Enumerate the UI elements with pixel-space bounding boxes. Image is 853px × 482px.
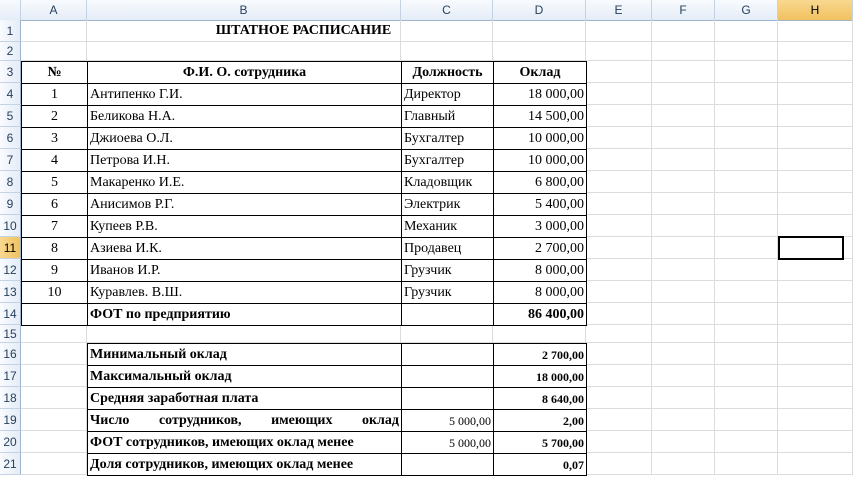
staff-position[interactable]: Электрик	[401, 193, 494, 216]
active-cell-h11[interactable]	[778, 236, 844, 260]
header-position[interactable]: Должность	[401, 61, 494, 84]
grid-cell[interactable]	[715, 343, 778, 365]
grid-cell[interactable]	[778, 365, 853, 387]
grid-cell[interactable]	[715, 453, 778, 475]
grid-cell[interactable]	[652, 431, 715, 453]
total-label[interactable]: ФОТ по предприятию	[87, 303, 402, 326]
row-header-5[interactable]: 5	[0, 105, 21, 127]
grid-cell[interactable]	[586, 193, 652, 215]
header-num[interactable]: №	[21, 61, 88, 84]
grid-cell[interactable]	[652, 149, 715, 171]
row-header-15[interactable]: 15	[0, 325, 21, 343]
stat-label[interactable]: Максимальный оклад	[87, 365, 402, 388]
total-position-cell[interactable]	[401, 303, 494, 326]
staff-salary[interactable]: 5 400,00	[493, 193, 587, 216]
grid-cell[interactable]	[652, 193, 715, 215]
grid-cell[interactable]	[715, 20, 778, 42]
stat-value[interactable]: 2 700,00	[493, 343, 587, 366]
row-header-20[interactable]: 20	[0, 431, 21, 453]
grid-cell[interactable]	[778, 281, 853, 303]
staff-num[interactable]: 10	[21, 281, 88, 304]
grid-cell[interactable]	[778, 193, 853, 215]
row-header-9[interactable]: 9	[0, 193, 21, 215]
row-header-19[interactable]: 19	[0, 409, 21, 431]
staff-name[interactable]: Куравлев. В.Ш.	[87, 281, 402, 304]
grid-cell[interactable]	[778, 431, 853, 453]
row-header-12[interactable]: 12	[0, 259, 21, 281]
row-header-6[interactable]: 6	[0, 127, 21, 149]
grid-cell[interactable]	[586, 453, 652, 475]
staff-position[interactable]: Директор	[401, 83, 494, 106]
grid-cell[interactable]	[715, 171, 778, 193]
stat-label[interactable]: Доля сотрудников, имеющих оклад менее	[87, 453, 402, 476]
grid-cell[interactable]	[21, 325, 87, 343]
grid-cell[interactable]	[778, 83, 853, 105]
grid-cell[interactable]	[87, 42, 401, 61]
grid-cell[interactable]	[586, 365, 652, 387]
staff-num[interactable]: 4	[21, 149, 88, 172]
grid-cell[interactable]	[778, 20, 853, 42]
stat-label[interactable]: Средняя заработная плата	[87, 387, 402, 410]
grid-cell[interactable]	[778, 42, 853, 61]
grid-cell[interactable]	[778, 149, 853, 171]
grid-cell[interactable]	[715, 193, 778, 215]
grid-cell[interactable]	[586, 431, 652, 453]
grid-cell[interactable]	[652, 83, 715, 105]
column-header-b[interactable]: B	[87, 0, 401, 20]
grid-cell[interactable]	[586, 325, 652, 343]
header-salary[interactable]: Оклад	[493, 61, 587, 84]
row-header-2[interactable]: 2	[0, 42, 21, 61]
grid-cell[interactable]	[715, 365, 778, 387]
row-header-4[interactable]: 4	[0, 83, 21, 105]
staff-position[interactable]: Главный	[401, 105, 494, 128]
grid-cell[interactable]	[715, 409, 778, 431]
column-header-c[interactable]: C	[401, 0, 493, 20]
grid-cell[interactable]	[21, 387, 87, 409]
staff-num[interactable]: 8	[21, 237, 88, 260]
staff-position[interactable]: Кладовщик	[401, 171, 494, 194]
row-header-14[interactable]: 14	[0, 303, 21, 325]
staff-num[interactable]: 5	[21, 171, 88, 194]
grid-cell[interactable]	[778, 409, 853, 431]
grid-cell[interactable]	[401, 42, 493, 61]
grid-cell[interactable]	[586, 20, 652, 42]
grid-cell[interactable]	[586, 105, 652, 127]
grid-cell[interactable]	[778, 105, 853, 127]
grid-cell[interactable]	[586, 237, 652, 259]
grid-cell[interactable]	[652, 171, 715, 193]
grid-cell[interactable]	[652, 215, 715, 237]
total-num-cell[interactable]	[21, 303, 88, 326]
staff-name[interactable]: Азиева И.К.	[87, 237, 402, 260]
staff-salary[interactable]: 14 500,00	[493, 105, 587, 128]
grid-cell[interactable]	[586, 215, 652, 237]
staff-position[interactable]: Продавец	[401, 237, 494, 260]
stat-label[interactable]: ФОТ сотрудников, имеющих оклад менее	[87, 431, 402, 454]
stat-label[interactable]	[87, 409, 402, 432]
stat-value[interactable]: 8 640,00	[493, 387, 587, 410]
grid-cell[interactable]	[715, 127, 778, 149]
stat-label-word: имеющих	[271, 413, 333, 428]
staff-salary[interactable]: 10 000,00	[493, 149, 587, 172]
staff-salary[interactable]: 6 800,00	[493, 171, 587, 194]
grid-cell[interactable]	[652, 303, 715, 325]
grid-cell[interactable]	[586, 343, 652, 365]
row-header-11[interactable]: 11	[0, 237, 21, 259]
grid-cell[interactable]	[652, 343, 715, 365]
grid-cell[interactable]	[652, 20, 715, 42]
grid-cell[interactable]	[778, 325, 853, 343]
grid-cell[interactable]	[586, 42, 652, 61]
grid-cell[interactable]	[652, 387, 715, 409]
row-header-13[interactable]: 13	[0, 281, 21, 303]
grid-cell[interactable]	[715, 215, 778, 237]
grid-cell[interactable]	[715, 237, 778, 259]
grid-cell[interactable]	[652, 365, 715, 387]
grid-cell[interactable]	[715, 42, 778, 61]
grid-cell[interactable]	[652, 61, 715, 83]
stat-label-word: оклад	[361, 413, 399, 428]
staff-name[interactable]: Антипенко Г.И.	[87, 83, 402, 106]
grid-cell[interactable]	[652, 237, 715, 259]
grid-cell[interactable]	[778, 215, 853, 237]
grid-cell[interactable]	[21, 409, 87, 431]
grid-cell[interactable]	[652, 325, 715, 343]
staff-name[interactable]: Анисимов Р.Г.	[87, 193, 402, 216]
stat-threshold[interactable]	[401, 453, 494, 476]
grid-cell[interactable]	[401, 325, 493, 343]
sheet-title: ШТАТНОЕ РАСПИСАНИЕ	[215, 23, 392, 38]
staff-salary[interactable]: 18 000,00	[493, 83, 587, 106]
column-header-g[interactable]: G	[715, 0, 778, 20]
staff-num[interactable]: 2	[21, 105, 88, 128]
staff-num[interactable]: 9	[21, 259, 88, 282]
grid-cell[interactable]	[21, 42, 87, 61]
grid-cell[interactable]	[652, 409, 715, 431]
grid-cell[interactable]	[715, 325, 778, 343]
grid-cell[interactable]	[652, 259, 715, 281]
staff-name[interactable]: Беликова Н.А.	[87, 105, 402, 128]
staff-name[interactable]: Джиоева О.Л.	[87, 127, 402, 150]
staff-salary[interactable]: 8 000,00	[493, 281, 587, 304]
grid-cell[interactable]	[21, 453, 87, 475]
grid-cell[interactable]	[778, 453, 853, 475]
grid-cell[interactable]	[21, 343, 87, 365]
stat-threshold[interactable]	[401, 387, 494, 410]
row-header-8[interactable]: 8	[0, 171, 21, 193]
grid-cell[interactable]	[493, 42, 586, 61]
grid-cell[interactable]	[715, 61, 778, 83]
staff-name[interactable]: Купеев Р.В.	[87, 215, 402, 238]
staff-name[interactable]: Иванов И.Р.	[87, 259, 402, 282]
stat-threshold[interactable]	[401, 343, 494, 366]
stat-value[interactable]: 2,00	[493, 409, 587, 432]
row-header-17[interactable]: 17	[0, 365, 21, 387]
grid-cell[interactable]	[715, 83, 778, 105]
staff-position[interactable]: Бухгалтер	[401, 127, 494, 150]
stat-value[interactable]: 5 700,00	[493, 431, 587, 454]
staff-salary[interactable]: 8 000,00	[493, 259, 587, 282]
grid-cell[interactable]	[652, 281, 715, 303]
grid-cell[interactable]	[652, 127, 715, 149]
grid-cell[interactable]	[652, 453, 715, 475]
grid-cell[interactable]	[586, 259, 652, 281]
stat-label-word: сотрудников,	[158, 413, 242, 428]
staff-name[interactable]: Петрова И.Н.	[87, 149, 402, 172]
staff-position[interactable]: Бухгалтер	[401, 149, 494, 172]
total-value[interactable]: 86 400,00	[493, 303, 587, 326]
row-header-10[interactable]: 10	[0, 215, 21, 237]
staff-num[interactable]: 1	[21, 83, 88, 106]
grid-cell[interactable]	[778, 259, 853, 281]
stat-threshold[interactable]: 5 000,00	[401, 409, 494, 432]
column-header-h[interactable]: H	[778, 0, 853, 20]
grid-cell[interactable]	[715, 431, 778, 453]
grid-cell[interactable]	[586, 61, 652, 83]
stat-value[interactable]: 18 000,00	[493, 365, 587, 388]
staff-num[interactable]: 3	[21, 127, 88, 150]
grid-cell[interactable]	[493, 325, 586, 343]
column-header-f[interactable]: F	[652, 0, 715, 20]
grid-cell[interactable]	[715, 387, 778, 409]
staff-salary[interactable]: 3 000,00	[493, 215, 587, 238]
row-header-18[interactable]: 18	[0, 387, 21, 409]
grid-cell[interactable]	[778, 303, 853, 325]
grid-cell[interactable]	[586, 303, 652, 325]
grid-cell[interactable]	[652, 42, 715, 61]
grid-cell[interactable]	[715, 259, 778, 281]
staff-salary[interactable]: 2 700,00	[493, 237, 587, 260]
staff-num[interactable]: 6	[21, 193, 88, 216]
select-all-corner[interactable]	[0, 0, 21, 20]
grid-cell[interactable]	[778, 343, 853, 365]
row-header-7[interactable]: 7	[0, 149, 21, 171]
column-header-bar	[0, 0, 853, 21]
grid-cell[interactable]	[586, 83, 652, 105]
header-name[interactable]: Ф.И. О. сотрудника	[87, 61, 402, 84]
staff-name[interactable]: Макаренко И.Е.	[87, 171, 402, 194]
column-header-d[interactable]: D	[493, 0, 586, 20]
grid-cell[interactable]	[778, 127, 853, 149]
stat-value[interactable]: 0,07	[493, 453, 587, 476]
row-header-1[interactable]: 1	[0, 20, 21, 42]
grid-cell[interactable]	[586, 409, 652, 431]
grid-cell[interactable]	[21, 431, 87, 453]
grid-cell[interactable]	[586, 387, 652, 409]
staff-position[interactable]: Грузчик	[401, 281, 494, 304]
grid-cell[interactable]	[87, 325, 401, 343]
grid-cell[interactable]	[778, 387, 853, 409]
grid-cell[interactable]	[715, 281, 778, 303]
grid-cell[interactable]	[715, 149, 778, 171]
grid-cell[interactable]	[586, 127, 652, 149]
column-header-e[interactable]: E	[586, 0, 652, 20]
grid-cell[interactable]	[586, 281, 652, 303]
grid-cell[interactable]	[652, 105, 715, 127]
grid-cell[interactable]	[778, 61, 853, 83]
grid-cell[interactable]	[778, 171, 853, 193]
stat-threshold[interactable]: 5 000,00	[401, 431, 494, 454]
grid-cell[interactable]	[715, 303, 778, 325]
staff-num[interactable]: 7	[21, 215, 88, 238]
grid-cell[interactable]	[586, 149, 652, 171]
grid-cell[interactable]	[715, 105, 778, 127]
stat-label-word: Число	[90, 413, 130, 428]
grid-cell[interactable]	[586, 171, 652, 193]
staff-salary[interactable]: 10 000,00	[493, 127, 587, 150]
column-header-a[interactable]: A	[21, 0, 87, 20]
stat-label[interactable]: Минимальный оклад	[87, 343, 402, 366]
row-header-21[interactable]: 21	[0, 453, 21, 475]
grid-cell[interactable]	[21, 365, 87, 387]
stat-threshold[interactable]	[401, 365, 494, 388]
staff-position[interactable]: Грузчик	[401, 259, 494, 282]
row-header-16[interactable]: 16	[0, 343, 21, 365]
staff-position[interactable]: Механик	[401, 215, 494, 238]
row-header-3[interactable]: 3	[0, 61, 21, 83]
